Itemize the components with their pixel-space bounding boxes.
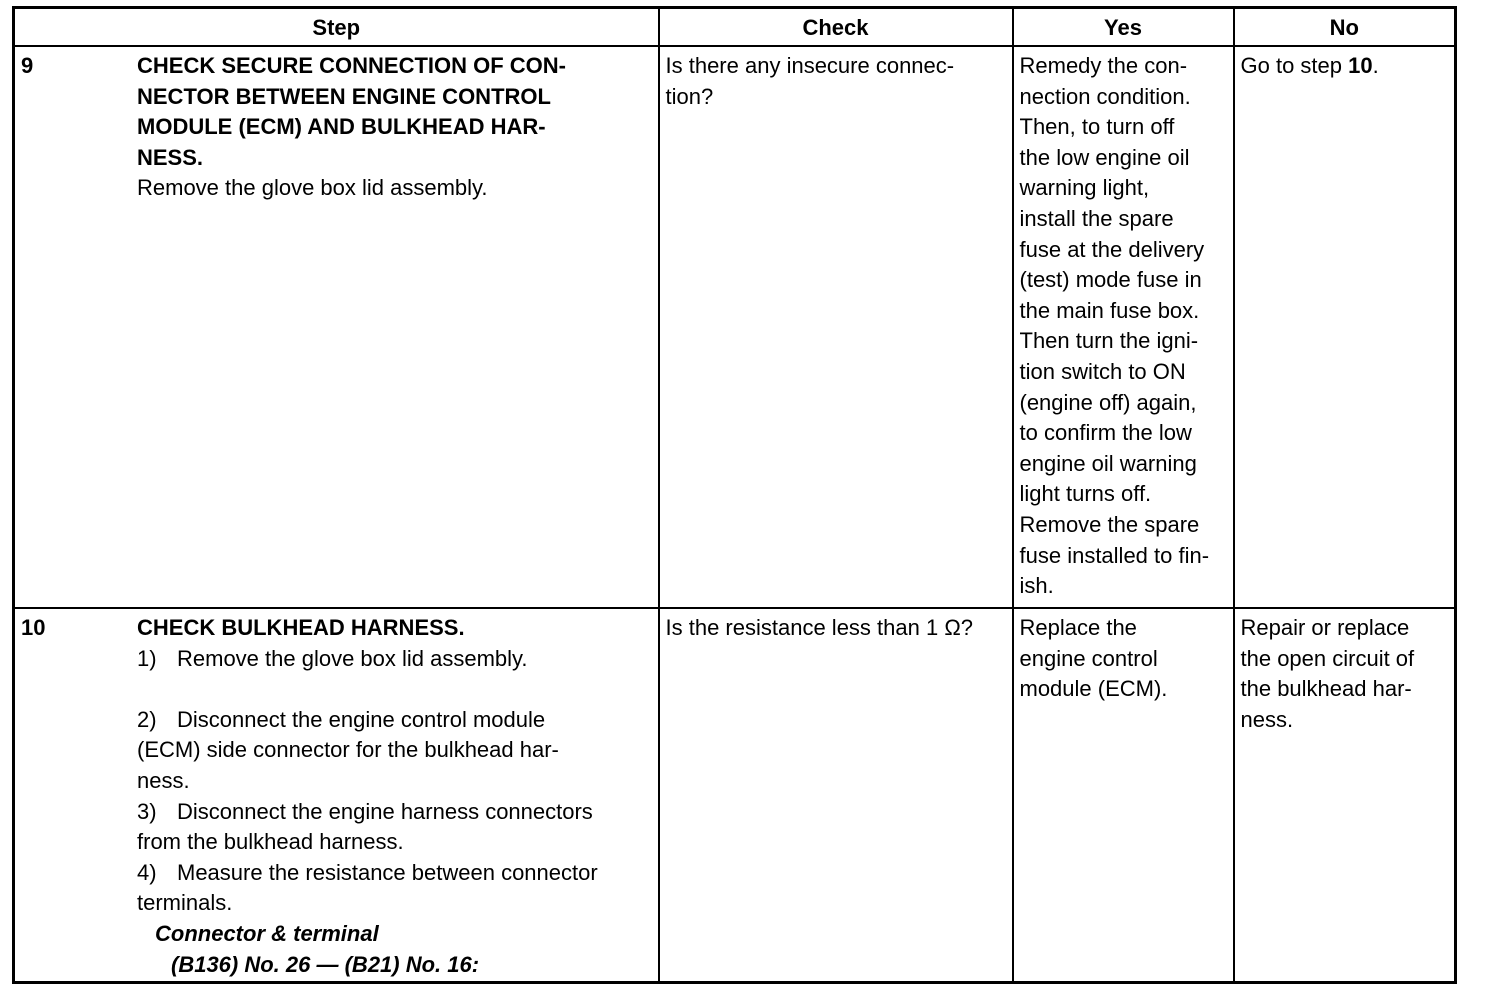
table-row-step-9: [14, 46, 1456, 608]
yes-line: warning light,: [1019, 175, 1150, 201]
step-number: 10: [21, 615, 46, 640]
step-instruction: Remove the glove box lid assembly.: [137, 175, 488, 201]
substep-text-cont: terminals.: [137, 890, 233, 916]
yes-line: ish.: [1019, 573, 1054, 599]
yes-line: Then, to turn off: [1019, 114, 1175, 140]
yes-line: Remove the spare: [1019, 511, 1200, 537]
no-line: Repair or replace: [1240, 615, 1410, 640]
step-title: CHECK BULKHEAD HARNESS.: [137, 615, 465, 640]
yes-line: nection condition.: [1019, 83, 1191, 109]
connector-label: Connector & terminal: [155, 920, 379, 946]
yes-line: Remedy the con-: [1019, 53, 1188, 78]
substep-3: [137, 797, 652, 828]
step-title-line: MODULE (ECM) AND BULKHEAD HAR-: [137, 114, 546, 140]
step-number: 9: [21, 53, 34, 78]
no-line: [1241, 51, 1449, 82]
no-line: the bulkhead har-: [1240, 676, 1412, 702]
step-title-line: CHECK SECURE CONNECTION OF CON-: [137, 53, 567, 78]
substep-number: 1): [137, 645, 157, 671]
yes-line: the main fuse box.: [1019, 297, 1200, 323]
header-yes: Yes: [1013, 8, 1234, 47]
yes-line: engine control: [1019, 645, 1158, 671]
check-cell-9: [659, 46, 1013, 608]
goto-step-number: 10: [1348, 53, 1373, 78]
diagnostic-table: [12, 6, 1457, 984]
header-step: Step: [14, 8, 659, 47]
yes-line: engine oil warning: [1019, 450, 1197, 476]
substep-2: [137, 705, 652, 736]
table-row-step-10: [14, 608, 1456, 983]
no-cell-10: [1234, 608, 1456, 983]
step-title-line: NESS.: [137, 144, 204, 170]
spacer: [137, 674, 652, 705]
yes-line: tion switch to ON: [1019, 358, 1186, 384]
yes-line: Replace the: [1019, 615, 1137, 640]
substep-text: Disconnect the engine control module: [177, 706, 546, 732]
check-cell-10: [659, 608, 1013, 983]
substep-text-cont: (ECM) side connector for the bulkhead har-: [137, 737, 559, 763]
no-line: ness.: [1240, 706, 1294, 732]
no-prefix: Go to step: [1240, 53, 1349, 78]
substep-text: Measure the resistance between connector: [177, 859, 598, 885]
yes-line: install the spare: [1019, 205, 1174, 231]
no-line: the open circuit of: [1240, 645, 1415, 671]
yes-line: to confirm the low: [1019, 420, 1192, 446]
yes-line: (engine off) again,: [1019, 389, 1197, 415]
yes-line: the low engine oil: [1019, 144, 1190, 170]
no-suffix: .: [1372, 53, 1379, 78]
substep-text: Remove the glove box lid assembly.: [177, 645, 528, 671]
yes-line: light turns off.: [1019, 481, 1152, 507]
header-check: Check: [659, 8, 1013, 47]
check-line: Is there any insecure connec-: [665, 53, 955, 78]
substep-1: [137, 644, 652, 675]
yes-line: (test) mode fuse in: [1019, 267, 1202, 293]
yes-line: fuse at the delivery: [1019, 236, 1205, 262]
connector-value: (B136) No. 26 — (B21) No. 16:: [171, 951, 480, 977]
step-cell-10: [14, 608, 659, 983]
substep-text-cont: from the bulkhead harness.: [137, 829, 404, 855]
no-cell-9: [1234, 46, 1456, 608]
header-no: No: [1234, 8, 1456, 47]
substep-text-cont: ness.: [137, 767, 190, 793]
check-line: tion?: [665, 83, 714, 109]
substep-number: 2): [137, 706, 157, 732]
check-line: Is the resistance less than 1 Ω?: [665, 615, 973, 640]
yes-cell-10: [1013, 608, 1234, 983]
yes-line: module (ECM).: [1019, 676, 1168, 702]
yes-line: Then turn the igni-: [1019, 328, 1199, 354]
substep-text: Disconnect the engine harness connectors: [177, 798, 593, 824]
substep-number: 4): [137, 859, 157, 885]
step-title-line: NECTOR BETWEEN ENGINE CONTROL: [137, 83, 551, 109]
yes-line: fuse installed to fin-: [1019, 542, 1210, 568]
substep-number: 3): [137, 798, 157, 824]
step-cell-9: [14, 46, 659, 608]
yes-cell-9: [1013, 46, 1234, 608]
substep-4: [137, 858, 652, 889]
header-row: [14, 8, 1456, 47]
